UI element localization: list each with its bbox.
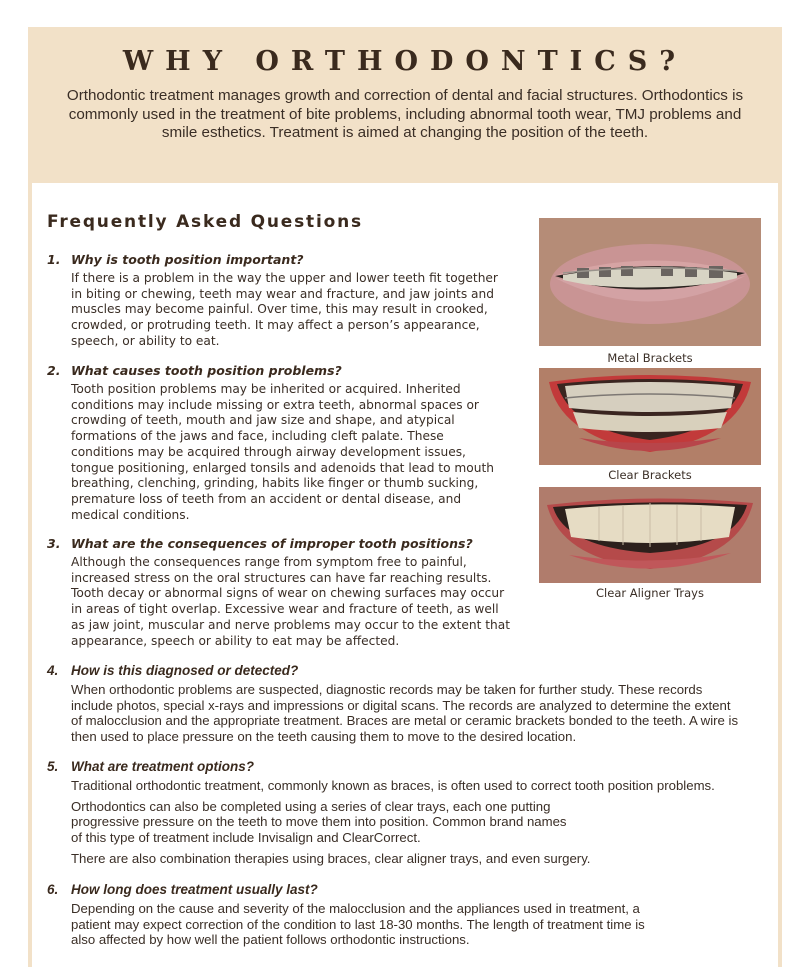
faq-answer bbox=[71, 901, 661, 948]
faq-number: 6. bbox=[47, 882, 59, 897]
answer-paragraph: When orthodontic problems are suspected, diagnostic records may be taken for further study. These records include photos, special x-rays and impressions or digital scans. The records are analyzed to determine the extent of malocclusion and the appropriate treatment. Braces are metal or ceramic brackets bonded to the teeth. A wire is then used to place pressure on the teeth causing them to move to the desired location. bbox=[71, 682, 739, 745]
page-title: WHY ORTHODONTICS? bbox=[122, 46, 688, 77]
clear-brackets-photo bbox=[539, 368, 761, 465]
faq-question: Why is tooth position important? bbox=[71, 252, 304, 267]
faq-answer bbox=[71, 382, 501, 523]
faq-heading: Frequently Asked Questions bbox=[47, 212, 363, 232]
smile-image bbox=[539, 487, 761, 583]
faq-answer bbox=[71, 555, 511, 649]
answer-paragraph: Traditional orthodontic treatment, commonly known as braces, is often used to correct tooth position problems. bbox=[71, 778, 715, 793]
faq-question: How is this diagnosed or detected? bbox=[71, 663, 299, 678]
faq-number: 4. bbox=[47, 663, 59, 678]
faq-number: 1. bbox=[47, 252, 61, 267]
hero-section bbox=[28, 27, 782, 183]
answer-paragraph: There are also combination therapies using braces, clear aligner trays, and even surgery. bbox=[71, 850, 591, 866]
faq-number: 3. bbox=[47, 536, 61, 551]
answer-paragraph: Tooth position problems may be inherited or acquired. Inherited conditions may include missing or extra teeth, abnormal spaces or crowding of teeth, mouth and jaw size and shape, and atypical formations of the jaws and face, including cleft palate. These conditions may be acquired through airway development issues, tongue positioning, enlarged tonsils and adenoids that lead to mouth breathing, clenching, grinding, habits like finger or thumb sucking, premature loss of teeth from an accident or dental disease, and medical conditions. bbox=[71, 382, 494, 522]
answer-paragraph: Depending on the cause and severity of the malocclusion and the appliances used in treatment, a patient may expect correction of the condition to last 18-30 months. The length of treatment time is also affected by how well the patient follows orthodontic instructions. bbox=[71, 901, 645, 948]
faq-question: How long does treatment usually last? bbox=[71, 882, 318, 897]
metal-brackets-photo bbox=[539, 218, 761, 346]
faq-question: What causes tooth position problems? bbox=[71, 363, 342, 378]
faq-answer bbox=[71, 682, 741, 745]
faq-question: What are treatment options? bbox=[71, 759, 255, 774]
faq-answer bbox=[71, 271, 501, 350]
intro-text: Orthodontic treatment manages growth and correction of dental and facial structures. Orthodontics is commonly used in the treatment of bite problems, including abnormal tooth wear, TMJ problems and smile esthetics. Treatment is aimed at changing the position of the teeth. bbox=[66, 87, 744, 141]
answer-paragraph: Although the consequences range from symptom free to painful, increased stress on the oral structures can have far reaching results. Tooth decay or abnormal signs of wear on chewing surfaces may occur in areas of tight overlap. Excessive wear and fracture of teeth, as well as jaw joint, muscular and nerve problems may occur to the extent that appearance, speech or ability to eat may be affected. bbox=[71, 555, 511, 648]
faq-number: 5. bbox=[47, 759, 59, 774]
photo-caption: Metal Brackets bbox=[607, 351, 693, 365]
photo-caption: Clear Brackets bbox=[608, 468, 692, 482]
faq-answer bbox=[71, 778, 771, 867]
answer-paragraph: Orthodontics can also be completed using a series of clear trays, each one putting progressive pressure on the teeth to move them into position. Common brand names of this type of treatment include Invisalign and ClearCorrect. bbox=[71, 798, 567, 846]
page-frame bbox=[28, 27, 782, 967]
clear-aligner-trays-photo bbox=[539, 487, 761, 583]
faq-question: What are the consequences of improper tooth positions? bbox=[71, 536, 473, 551]
content-panel bbox=[32, 183, 778, 973]
faq-number: 2. bbox=[47, 363, 61, 378]
photo-caption: Clear Aligner Trays bbox=[596, 586, 704, 600]
smile-image bbox=[539, 218, 761, 346]
smile-image bbox=[539, 368, 761, 465]
answer-paragraph: If there is a problem in the way the upper and lower teeth fit together in biting or chewing, teeth may wear and fracture, and jaw joints and muscles may become painful. Over time, this may result in crooked, crowded, or protruding teeth. It may affect a person’s appearance, speech, or ability to eat. bbox=[71, 271, 498, 348]
